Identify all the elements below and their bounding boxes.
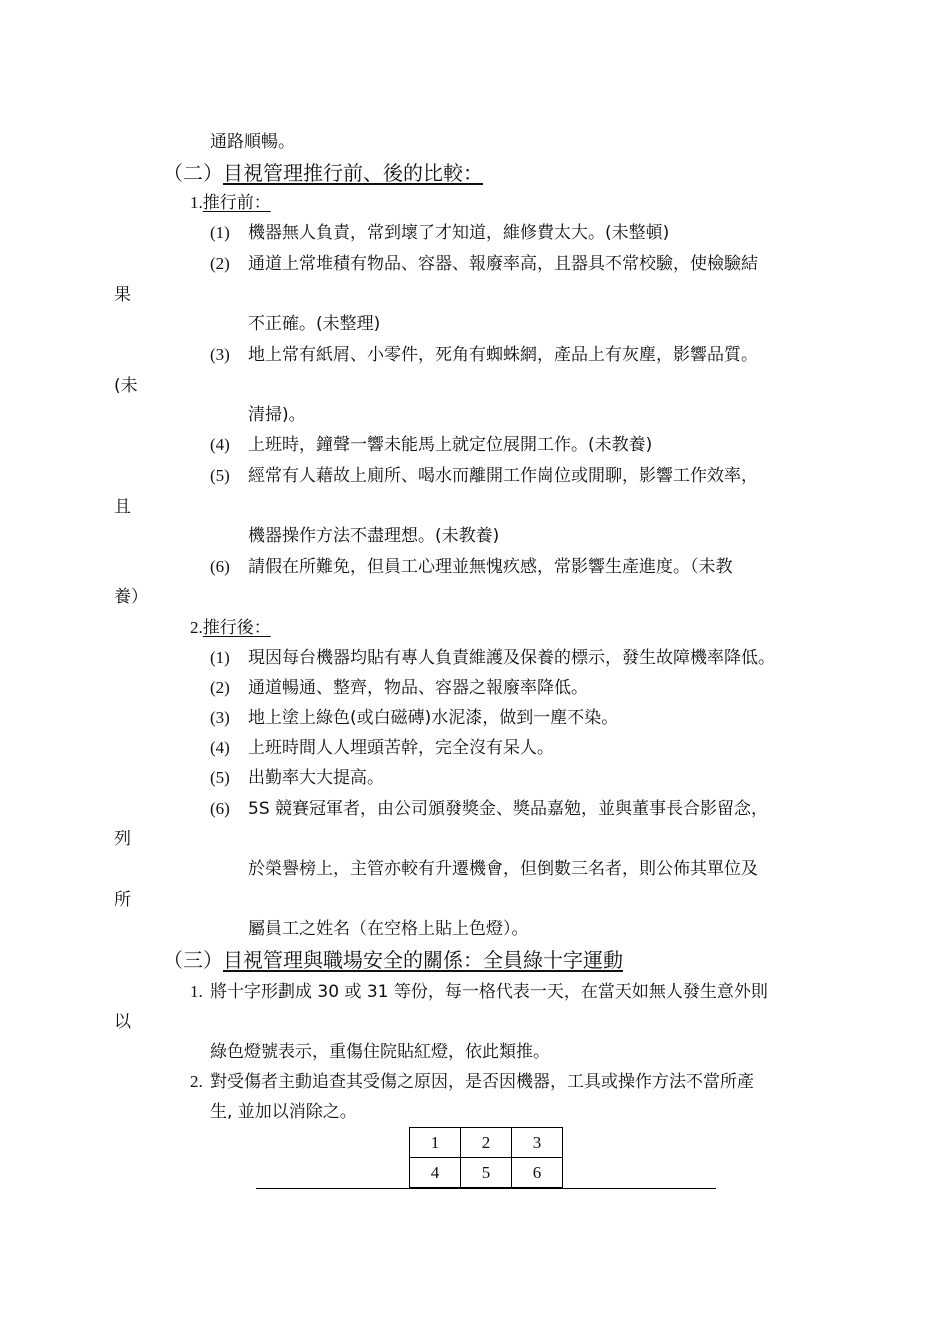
list-item — [210, 737, 230, 759]
list-item-text: 通道暢通、整齊，物品、容器之報廢率降低。 — [248, 678, 588, 698]
grid-cell: 3 — [512, 1128, 563, 1158]
grid-row — [410, 1128, 563, 1158]
list-item-text-cont: 清掃)。 — [248, 405, 306, 425]
list-item — [210, 707, 230, 729]
list-item-text-cont: 機器操作方法不盡理想。(未教養) — [248, 526, 500, 546]
list-item — [210, 767, 230, 789]
item-number: (2) — [210, 254, 230, 273]
section-3-title: 目視管理與職場安全的關係：全員綠十字運動 — [223, 948, 623, 972]
list-item-text-cont: 生, 並加以消除之。 — [210, 1102, 357, 1122]
before-label: 推行前： — [202, 193, 271, 213]
after-heading — [190, 617, 271, 639]
section-3-number: （三） — [163, 948, 223, 972]
list-item-text: 地上塗上綠色(或白磁磚)水泥漆，做到一塵不染。 — [248, 708, 619, 728]
list-item — [210, 647, 230, 669]
wrapped-text: 果 — [114, 285, 131, 305]
item-number: (5) — [210, 768, 230, 787]
section-2-heading — [163, 160, 483, 186]
item-number: (4) — [210, 435, 230, 454]
grid-cell: 6 — [512, 1158, 563, 1188]
list-item — [210, 798, 230, 820]
list-item-text: 將十字形劃成 30 或 31 等份，每一格代表一天，在當天如無人發生意外則 — [210, 982, 768, 1002]
list-item — [190, 1071, 203, 1093]
wrapped-text: 養） — [114, 587, 148, 607]
item-number: (4) — [210, 738, 230, 757]
list-item-text: 地上常有紙屑、小零件，死角有蜘蛛網，產品上有灰塵，影響品質。 — [248, 345, 758, 365]
list-item — [210, 253, 230, 275]
list-item — [190, 981, 203, 1003]
item-number: (2) — [210, 678, 230, 697]
list-item-text: 上班時，鐘聲一響未能馬上就定位展開工作。(未教養) — [248, 435, 653, 455]
item-number: (5) — [210, 466, 230, 485]
section-2-number: （二） — [163, 161, 223, 185]
wrapped-text: 所 — [114, 890, 131, 910]
grid-cell: 4 — [410, 1158, 461, 1188]
item-number: 1. — [190, 982, 203, 1001]
grid-cell: 1 — [410, 1128, 461, 1158]
list-item-text: 通道上常堆積有物品、容器、報廢率高，且器具不常校驗，使檢驗結 — [248, 254, 758, 274]
list-item-text-cont: 屬員工之姓名（在空格上貼上色燈）。 — [248, 919, 529, 939]
grid-cell: 5 — [461, 1158, 512, 1188]
list-item — [210, 465, 230, 487]
wrapped-text: 且 — [114, 497, 131, 517]
list-item-text: 5S 競賽冠軍者，由公司頒發獎金、獎品嘉勉，並與董事長合影留念， — [248, 799, 769, 819]
list-item-text-cont: 於榮譽榜上，主管亦較有升遷機會，但倒數三名者，則公佈其單位及 — [248, 859, 758, 879]
item-number: (1) — [210, 648, 230, 667]
list-item — [210, 677, 230, 699]
list-item-text-cont: 不正確。(未整理) — [248, 314, 381, 334]
item-number: (1) — [210, 223, 230, 242]
section-2-title: 目視管理推行前、後的比較： — [223, 161, 483, 185]
item-number: 2. — [190, 1072, 203, 1091]
list-item — [210, 434, 230, 456]
list-item-text: 上班時間人人埋頭苦幹，完全沒有呆人。 — [248, 738, 554, 758]
list-item — [210, 222, 230, 244]
item-number: (6) — [210, 557, 230, 576]
divider-line — [256, 1188, 716, 1189]
wrapped-text: 以 — [114, 1012, 131, 1032]
wrapped-text: (未 — [114, 376, 138, 396]
before-heading — [190, 192, 271, 214]
paragraph-tail: 通路順暢。 — [210, 132, 295, 152]
list-item-text: 現因每台機器均貼有專人負責維護及保養的標示，發生故障機率降低。 — [248, 648, 775, 668]
list-item-text: 經常有人藉故上廁所、喝水而離開工作崗位或閒聊，影響工作效率， — [248, 466, 758, 486]
list-item-text: 出勤率大大提高。 — [248, 768, 384, 788]
list-item — [210, 556, 230, 578]
after-number: 2. — [190, 618, 203, 637]
grid-row — [410, 1158, 563, 1188]
list-item — [210, 344, 230, 366]
after-label: 推行後： — [202, 618, 271, 638]
before-number: 1. — [190, 193, 203, 212]
list-item-text: 請假在所難免，但員工心理並無愧疚感，常影響生產進度。（未教 — [248, 557, 733, 577]
item-number: (6) — [210, 799, 230, 818]
list-item-text: 對受傷者主動追查其受傷之原因，是否因機器，工具或操作方法不當所產 — [210, 1072, 754, 1092]
calendar-grid — [409, 1127, 563, 1188]
grid-cell: 2 — [461, 1128, 512, 1158]
wrapped-text: 列 — [114, 829, 131, 849]
list-item-text-cont: 綠色燈號表示，重傷住院貼紅燈，依此類推。 — [210, 1042, 550, 1062]
item-number: (3) — [210, 708, 230, 727]
section-3-heading — [163, 947, 623, 973]
item-number: (3) — [210, 345, 230, 364]
list-item-text: 機器無人負責，常到壞了才知道，維修費太大。(未整頓) — [248, 223, 670, 243]
